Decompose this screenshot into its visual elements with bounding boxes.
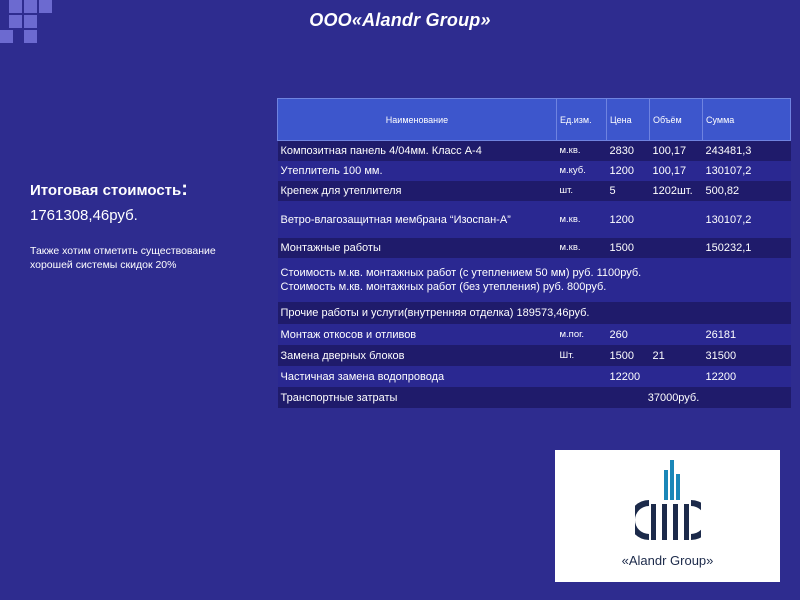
table-row [278,324,791,345]
row-volume [650,366,703,387]
installation-cost-note: Стоимость м.кв. монтажных работ (с утеплением 50 мм) руб. 1100руб. Стоимость м.кв. монтажных работ (без утепления) руб. 800руб. [278,258,791,302]
table-row [278,161,791,181]
row-unit: м.пог. [557,324,607,345]
discount-note: Также хотим отметить существование хорошей системы скидок 20% [30,245,216,271]
total-cost-value: 1761308,46руб. [30,207,138,224]
row-name: Монтаж откосов и отливов [278,324,557,345]
alandr-group-logo-icon [635,456,701,546]
other-works-note: Прочие работы и услуги(внутренняя отделка) 189573,46руб. [278,302,791,324]
column-header-unit: Ед.изм. [557,99,607,141]
column-header-price: Цена [607,99,650,141]
row-name: Замена дверных блоков [278,345,557,366]
row-sum: 150232,1 [703,238,791,258]
row-unit: м.куб. [557,161,607,181]
row-price: 2830 [607,141,650,162]
row-sum: 130107,2 [703,201,791,238]
row-price: 260 [607,324,650,345]
logo-text: «Alandr Group» [621,553,714,568]
slide-title: ООО«Alandr Group» [309,10,491,30]
row-price: 1500 [607,238,650,258]
table-row [278,181,791,201]
column-header-volume: Объём [650,99,703,141]
row-volume: 1202шт. [650,181,703,201]
row-volume [650,324,703,345]
table-row-installation-note [278,258,791,302]
row-price: 1200 [607,201,650,238]
row-sum: 130107,2 [703,161,791,181]
table-row-other-works [278,302,791,324]
row-sum: 31500 [703,345,791,366]
table-row [278,238,791,258]
row-name: Ветро-влагозащитная мембрана “Изоспан-А” [278,201,557,238]
table-row [278,345,791,366]
price-table [277,98,791,408]
row-unit: Шт. [557,345,607,366]
column-header-name: Наименование [278,99,557,141]
row-name: Монтажные работы [278,238,557,258]
row-sum: 243481,3 [703,141,791,162]
table-row [278,366,791,387]
row-unit: шт. [557,181,607,201]
row-unit: м.кв. [557,238,607,258]
row-sum: 12200 [703,366,791,387]
row-unit: м.кв. [557,201,607,238]
table-row [278,201,791,238]
row-name: Крепеж для утеплителя [278,181,557,201]
row-name: Транспортные затраты [278,387,557,408]
row-price: 12200 [607,366,650,387]
row-sum: 500,82 [703,181,791,201]
table-row [278,141,791,162]
row-name: Утеплитель 100 мм. [278,161,557,181]
row-volume: 100,17 [650,141,703,162]
logo-card [555,450,780,582]
row-price: 5 [607,181,650,201]
transport-value: 37000руб. [557,387,791,408]
row-sum: 26181 [703,324,791,345]
column-header-sum: Сумма [703,99,791,141]
row-name: Частичная замена водопровода [278,366,557,387]
row-volume: 100,17 [650,161,703,181]
row-volume: 21 [650,345,703,366]
row-price: 1200 [607,161,650,181]
table-header-row [278,99,791,141]
row-unit: м.кв. [557,141,607,162]
row-unit [557,366,607,387]
summary-block [30,178,275,272]
row-volume [650,201,703,238]
row-name: Композитная панель 4/04мм. Класс А-4 [278,141,557,162]
total-cost-label: Итоговая стоимость: [30,178,188,200]
table-row-transport [278,387,791,408]
row-price: 1500 [607,345,650,366]
row-volume [650,238,703,258]
